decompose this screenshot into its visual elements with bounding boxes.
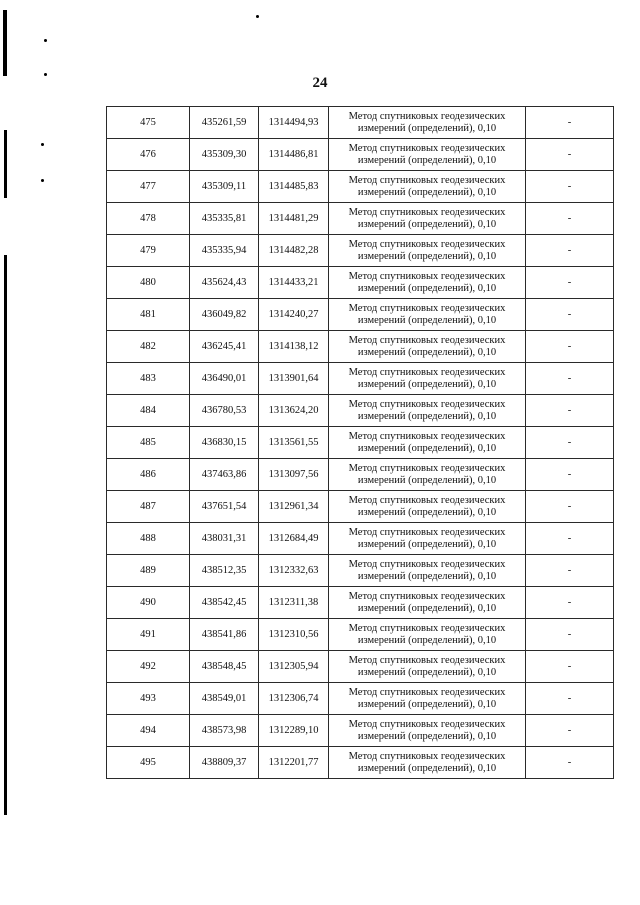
x-coordinate-cell: 436490,01: [190, 363, 259, 395]
scan-speck: [44, 39, 47, 42]
y-coordinate-cell: 1313097,56: [259, 459, 329, 491]
x-coordinate-cell: 435335,81: [190, 203, 259, 235]
point-number-cell: 480: [107, 267, 190, 299]
dash-cell: -: [526, 235, 614, 267]
y-coordinate-cell: 1314482,28: [259, 235, 329, 267]
table-row: [107, 587, 614, 619]
x-coordinate-cell: 436245,41: [190, 331, 259, 363]
point-number-cell: 483: [107, 363, 190, 395]
method-line-1: Метод спутниковых геодезических: [348, 206, 506, 218]
scan-edge-mark-bottom: [4, 255, 7, 815]
method-line-2: измерений (определений), 0,10: [357, 538, 497, 550]
method-cell: [329, 619, 526, 651]
table-row: [107, 459, 614, 491]
y-coordinate-cell: 1312305,94: [259, 651, 329, 683]
scan-speck: [41, 143, 44, 146]
point-number-cell: 492: [107, 651, 190, 683]
method-line-2: измерений (определений), 0,10: [357, 666, 497, 678]
method-line-2: измерений (определений), 0,10: [357, 154, 497, 166]
y-coordinate-cell: 1314433,21: [259, 267, 329, 299]
method-line-1: Метод спутниковых геодезических: [348, 654, 506, 666]
x-coordinate-cell: 435624,43: [190, 267, 259, 299]
dash-cell: -: [526, 683, 614, 715]
method-line-2: измерений (определений), 0,10: [357, 602, 497, 614]
x-coordinate-cell: 438512,35: [190, 555, 259, 587]
method-line-1: Метод спутниковых геодезических: [348, 590, 506, 602]
method-line-1: Метод спутниковых геодезических: [348, 462, 506, 474]
point-number-cell: 493: [107, 683, 190, 715]
point-number-cell: 484: [107, 395, 190, 427]
dash-cell: -: [526, 459, 614, 491]
dash-cell: -: [526, 331, 614, 363]
method-cell: [329, 299, 526, 331]
method-line-1: Метод спутниковых геодезических: [348, 622, 506, 634]
point-number-cell: 475: [107, 107, 190, 139]
coordinates-table-body: [107, 107, 614, 779]
method-line-2: измерений (определений), 0,10: [357, 442, 497, 454]
y-coordinate-cell: 1314494,93: [259, 107, 329, 139]
dash-cell: -: [526, 203, 614, 235]
method-cell: [329, 171, 526, 203]
y-coordinate-cell: 1312332,63: [259, 555, 329, 587]
table-row: [107, 555, 614, 587]
dash-cell: -: [526, 107, 614, 139]
x-coordinate-cell: 436780,53: [190, 395, 259, 427]
x-coordinate-cell: 435309,11: [190, 171, 259, 203]
method-line-1: Метод спутниковых геодезических: [348, 526, 506, 538]
table-row: [107, 235, 614, 267]
x-coordinate-cell: 438549,01: [190, 683, 259, 715]
method-cell: [329, 747, 526, 779]
point-number-cell: 487: [107, 491, 190, 523]
y-coordinate-cell: 1312201,77: [259, 747, 329, 779]
table-row: [107, 715, 614, 747]
method-line-2: измерений (определений), 0,10: [357, 506, 497, 518]
point-number-cell: 479: [107, 235, 190, 267]
point-number-cell: 495: [107, 747, 190, 779]
scan-edge-mark-top: [3, 10, 7, 76]
dash-cell: -: [526, 651, 614, 683]
table-row: [107, 491, 614, 523]
method-line-1: Метод спутниковых геодезических: [348, 334, 506, 346]
y-coordinate-cell: 1312311,38: [259, 587, 329, 619]
x-coordinate-cell: 438031,31: [190, 523, 259, 555]
y-coordinate-cell: 1314240,27: [259, 299, 329, 331]
method-line-2: измерений (определений), 0,10: [357, 218, 497, 230]
dash-cell: -: [526, 267, 614, 299]
table-row: [107, 395, 614, 427]
method-cell: [329, 555, 526, 587]
y-coordinate-cell: 1314486,81: [259, 139, 329, 171]
method-cell: [329, 331, 526, 363]
table-row: [107, 331, 614, 363]
method-line-1: Метод спутниковых геодезических: [348, 686, 506, 698]
dash-cell: -: [526, 139, 614, 171]
point-number-cell: 490: [107, 587, 190, 619]
table-row: [107, 267, 614, 299]
y-coordinate-cell: 1314138,12: [259, 331, 329, 363]
dash-cell: -: [526, 587, 614, 619]
method-cell: [329, 523, 526, 555]
method-cell: [329, 651, 526, 683]
point-number-cell: 494: [107, 715, 190, 747]
scan-speck: [256, 15, 259, 18]
y-coordinate-cell: 1313561,55: [259, 427, 329, 459]
method-line-1: Метод спутниковых геодезических: [348, 238, 506, 250]
table-row: [107, 651, 614, 683]
coordinates-table: [106, 106, 614, 779]
table-row: [107, 523, 614, 555]
point-number-cell: 482: [107, 331, 190, 363]
point-number-cell: 476: [107, 139, 190, 171]
method-line-2: измерений (определений), 0,10: [357, 570, 497, 582]
dash-cell: -: [526, 299, 614, 331]
method-cell: [329, 235, 526, 267]
x-coordinate-cell: 438542,45: [190, 587, 259, 619]
table-row: [107, 299, 614, 331]
y-coordinate-cell: 1312306,74: [259, 683, 329, 715]
point-number-cell: 489: [107, 555, 190, 587]
method-cell: [329, 427, 526, 459]
scan-edge-mark-middle: [4, 130, 7, 198]
method-line-1: Метод спутниковых геодезических: [348, 110, 506, 122]
y-coordinate-cell: 1313624,20: [259, 395, 329, 427]
table-row: [107, 203, 614, 235]
y-coordinate-cell: 1312310,56: [259, 619, 329, 651]
y-coordinate-cell: 1314485,83: [259, 171, 329, 203]
method-line-2: измерений (определений), 0,10: [357, 410, 497, 422]
method-cell: [329, 363, 526, 395]
point-number-cell: 486: [107, 459, 190, 491]
method-cell: [329, 683, 526, 715]
method-line-1: Метод спутниковых геодезических: [348, 174, 506, 186]
x-coordinate-cell: 438548,45: [190, 651, 259, 683]
y-coordinate-cell: 1313901,64: [259, 363, 329, 395]
method-line-2: измерений (определений), 0,10: [357, 346, 497, 358]
dash-cell: -: [526, 555, 614, 587]
dash-cell: -: [526, 363, 614, 395]
method-line-2: измерений (определений), 0,10: [357, 378, 497, 390]
method-line-2: измерений (определений), 0,10: [357, 698, 497, 710]
point-number-cell: 481: [107, 299, 190, 331]
table-row: [107, 107, 614, 139]
method-cell: [329, 139, 526, 171]
point-number-cell: 478: [107, 203, 190, 235]
method-line-2: измерений (определений), 0,10: [357, 282, 497, 294]
page-number: 24: [312, 75, 328, 91]
method-line-1: Метод спутниковых геодезических: [348, 142, 506, 154]
method-line-2: измерений (определений), 0,10: [357, 474, 497, 486]
table-row: [107, 139, 614, 171]
point-number-cell: 485: [107, 427, 190, 459]
method-line-1: Метод спутниковых геодезических: [348, 302, 506, 314]
method-line-1: Метод спутниковых геодезических: [348, 270, 506, 282]
method-line-1: Метод спутниковых геодезических: [348, 558, 506, 570]
x-coordinate-cell: 437463,86: [190, 459, 259, 491]
table-row: [107, 427, 614, 459]
method-line-1: Метод спутниковых геодезических: [348, 398, 506, 410]
table-row: [107, 619, 614, 651]
method-cell: [329, 267, 526, 299]
x-coordinate-cell: 437651,54: [190, 491, 259, 523]
table-row: [107, 683, 614, 715]
method-line-2: измерений (определений), 0,10: [357, 762, 497, 774]
scan-speck: [41, 179, 44, 182]
dash-cell: -: [526, 747, 614, 779]
method-line-1: Метод спутниковых геодезических: [348, 366, 506, 378]
dash-cell: -: [526, 171, 614, 203]
method-line-1: Метод спутниковых геодезических: [348, 494, 506, 506]
dash-cell: -: [526, 427, 614, 459]
method-cell: [329, 203, 526, 235]
dash-cell: -: [526, 619, 614, 651]
x-coordinate-cell: 438809,37: [190, 747, 259, 779]
dash-cell: -: [526, 715, 614, 747]
method-cell: [329, 459, 526, 491]
method-line-2: измерений (определений), 0,10: [357, 186, 497, 198]
method-cell: [329, 491, 526, 523]
method-line-1: Метод спутниковых геодезических: [348, 430, 506, 442]
method-cell: [329, 587, 526, 619]
method-line-2: измерений (определений), 0,10: [357, 730, 497, 742]
method-line-2: измерений (определений), 0,10: [357, 634, 497, 646]
method-cell: [329, 395, 526, 427]
table-row: [107, 171, 614, 203]
y-coordinate-cell: 1314481,29: [259, 203, 329, 235]
x-coordinate-cell: 435261,59: [190, 107, 259, 139]
method-line-2: измерений (определений), 0,10: [357, 250, 497, 262]
y-coordinate-cell: 1312289,10: [259, 715, 329, 747]
method-line-1: Метод спутниковых геодезических: [348, 718, 506, 730]
x-coordinate-cell: 435309,30: [190, 139, 259, 171]
method-cell: [329, 107, 526, 139]
x-coordinate-cell: 436830,15: [190, 427, 259, 459]
point-number-cell: 488: [107, 523, 190, 555]
x-coordinate-cell: 438573,98: [190, 715, 259, 747]
dash-cell: -: [526, 491, 614, 523]
point-number-cell: 477: [107, 171, 190, 203]
x-coordinate-cell: 435335,94: [190, 235, 259, 267]
point-number-cell: 491: [107, 619, 190, 651]
y-coordinate-cell: 1312961,34: [259, 491, 329, 523]
x-coordinate-cell: 438541,86: [190, 619, 259, 651]
dash-cell: -: [526, 523, 614, 555]
x-coordinate-cell: 436049,82: [190, 299, 259, 331]
method-cell: [329, 715, 526, 747]
dash-cell: -: [526, 395, 614, 427]
method-line-2: измерений (определений), 0,10: [357, 122, 497, 134]
y-coordinate-cell: 1312684,49: [259, 523, 329, 555]
table-row: [107, 747, 614, 779]
table-row: [107, 363, 614, 395]
method-line-2: измерений (определений), 0,10: [357, 314, 497, 326]
method-line-1: Метод спутниковых геодезических: [348, 750, 506, 762]
